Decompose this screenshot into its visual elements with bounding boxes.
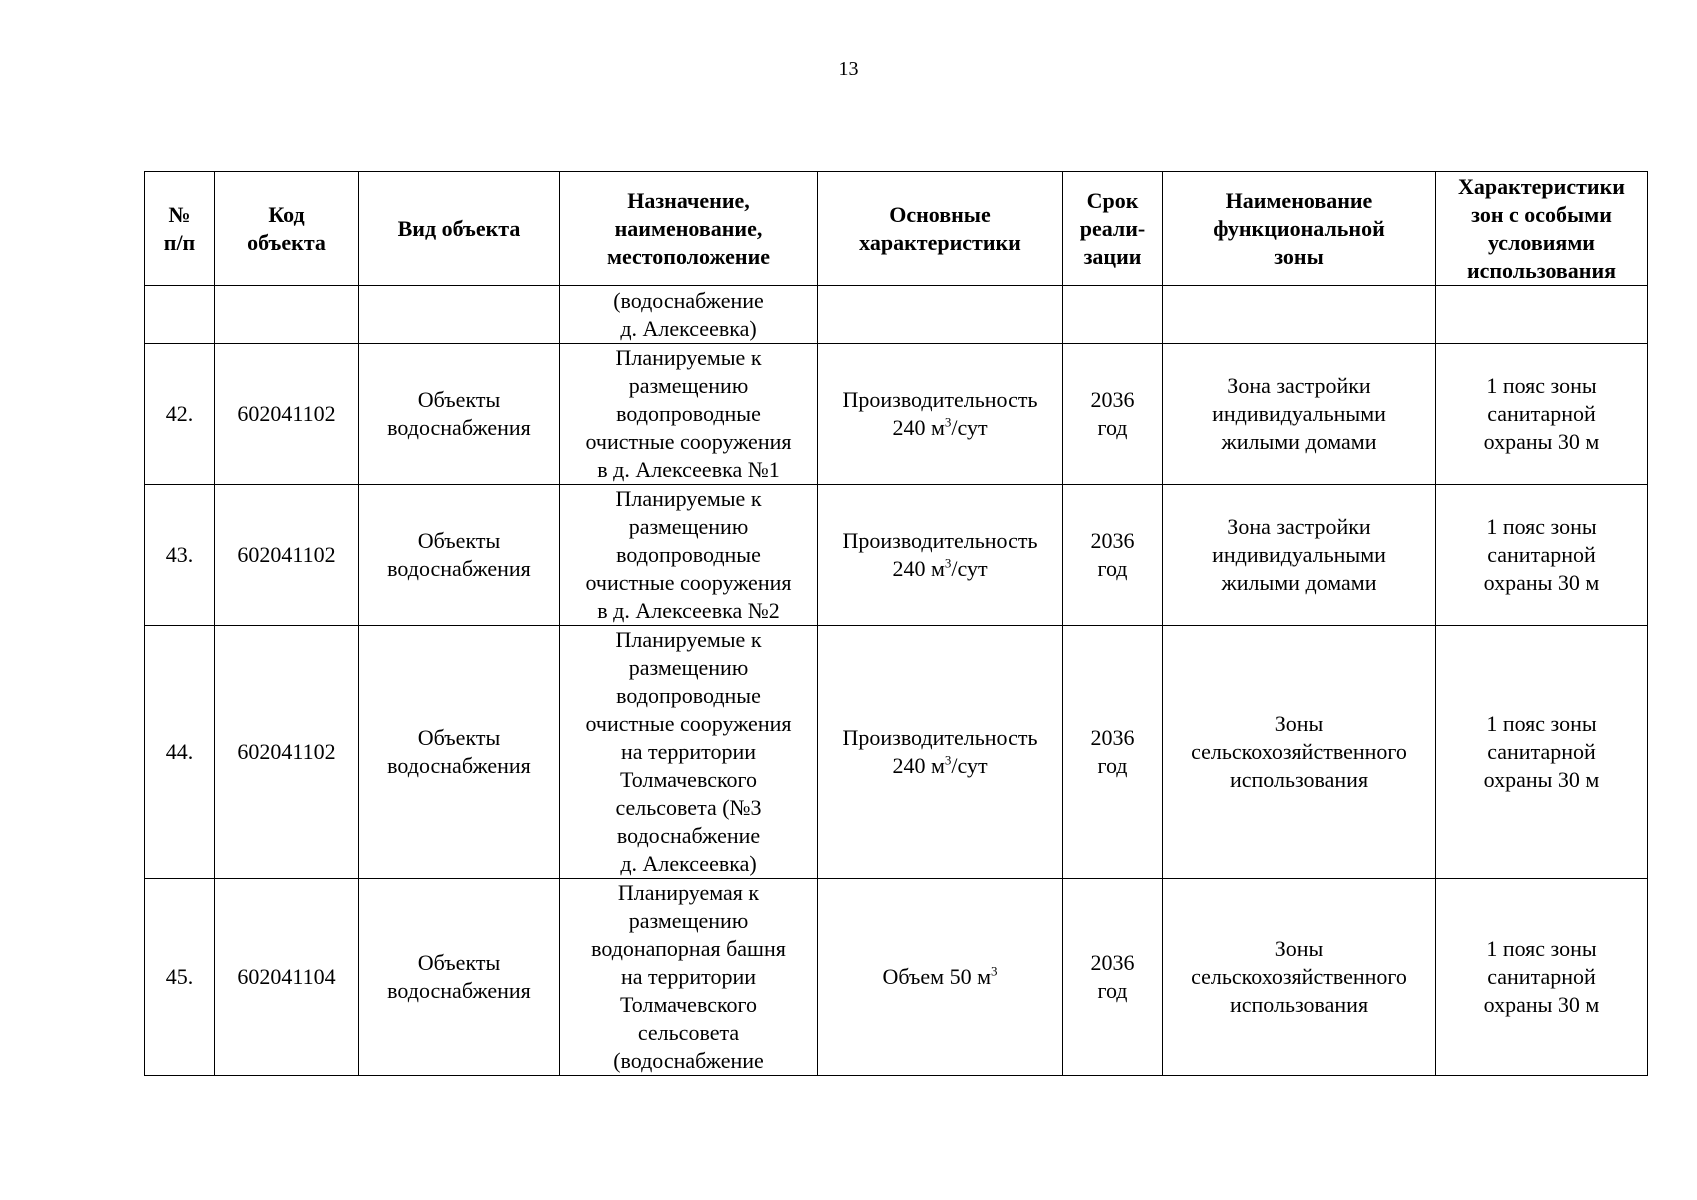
cell-num: 42.	[145, 344, 215, 485]
header-purpose: Назначение, наименование, местоположение	[560, 172, 818, 286]
cell-purpose: (водоснабжение д. Алексеевка)	[560, 286, 818, 344]
char-suffix: /сут	[951, 753, 988, 778]
table-row	[145, 879, 1648, 1076]
table-row	[145, 344, 1648, 485]
cell-zone: Зона застройки индивидуальными жилыми домами	[1163, 485, 1436, 626]
cell-code	[215, 286, 359, 344]
cell-num: 45.	[145, 879, 215, 1076]
cell-term: 2036 год	[1063, 626, 1163, 879]
cell-purpose: Планируемые к размещению водопроводные очистные сооружения в д. Алексеевка №2	[560, 485, 818, 626]
char-prefix: Производительность 240 м	[842, 528, 1038, 581]
cell-type: Объекты водоснабжения	[359, 485, 560, 626]
cell-num: 44.	[145, 626, 215, 879]
char-sup: 3	[944, 414, 952, 430]
cell-type: Объекты водоснабжения	[359, 344, 560, 485]
cell-num: 43.	[145, 485, 215, 626]
cell-term	[1063, 286, 1163, 344]
cell-purpose: Планируемые к размещению водопроводные очистные сооружения на территории Толмачевского сельсовета (№3 водоснабжение д. Алексеевка)	[560, 626, 818, 879]
cell-term: 2036 год	[1063, 344, 1163, 485]
cell-type	[359, 286, 560, 344]
char-suffix: /сут	[951, 556, 988, 581]
char-sup: 3	[991, 963, 998, 979]
cell-purpose: Планируемые к размещению водопроводные очистные сооружения в д. Алексеевка №1	[560, 344, 818, 485]
table-row-continuation	[145, 286, 1648, 344]
cell-zone: Зоны сельскохозяйственного использования	[1163, 879, 1436, 1076]
cell-term: 2036 год	[1063, 879, 1163, 1076]
table-header-row	[145, 172, 1648, 286]
cell-characteristics	[818, 485, 1063, 626]
cell-code: 602041102	[215, 344, 359, 485]
header-zone: Наименование функциональной зоны	[1163, 172, 1436, 286]
cell-code: 602041102	[215, 626, 359, 879]
cell-purpose: Планируемая к размещению водонапорная башня на территории Толмачевского сельсовета (водоснабжение	[560, 879, 818, 1076]
cell-characteristics	[818, 286, 1063, 344]
cell-special: 1 пояс зоны санитарной охраны 30 м	[1436, 344, 1648, 485]
cell-special: 1 пояс зоны санитарной охраны 30 м	[1436, 626, 1648, 879]
cell-type: Объекты водоснабжения	[359, 626, 560, 879]
cell-characteristics	[818, 344, 1063, 485]
char-suffix: /сут	[951, 415, 988, 440]
page-number: 13	[838, 58, 859, 80]
cell-special: 1 пояс зоны санитарной охраны 30 м	[1436, 879, 1648, 1076]
header-term: Срок реали- зации	[1063, 172, 1163, 286]
header-type: Вид объекта	[359, 172, 560, 286]
header-special-zones: Характеристики зон с особыми условиями использования	[1436, 172, 1648, 286]
objects-table	[144, 171, 1648, 1076]
cell-term: 2036 год	[1063, 485, 1163, 626]
cell-characteristics	[818, 879, 1063, 1076]
cell-special: 1 пояс зоны санитарной охраны 30 м	[1436, 485, 1648, 626]
cell-code: 602041102	[215, 485, 359, 626]
table-row	[145, 485, 1648, 626]
cell-characteristics	[818, 626, 1063, 879]
char-sup: 3	[944, 752, 952, 768]
header-code: Код объекта	[215, 172, 359, 286]
header-characteristics: Основные характеристики	[818, 172, 1063, 286]
cell-zone: Зона застройки индивидуальными жилыми домами	[1163, 344, 1436, 485]
cell-type: Объекты водоснабжения	[359, 879, 560, 1076]
cell-code: 602041104	[215, 879, 359, 1076]
char-prefix: Производительность 240 м	[842, 725, 1038, 778]
char-prefix: Объем 50 м	[882, 964, 992, 989]
header-num: № п/п	[145, 172, 215, 286]
cell-zone	[1163, 286, 1436, 344]
cell-num	[145, 286, 215, 344]
cell-special	[1436, 286, 1648, 344]
table-row	[145, 626, 1648, 879]
char-prefix: Производительность 240 м	[842, 387, 1038, 440]
cell-zone: Зоны сельскохозяйственного использования	[1163, 626, 1436, 879]
char-sup: 3	[944, 555, 952, 571]
